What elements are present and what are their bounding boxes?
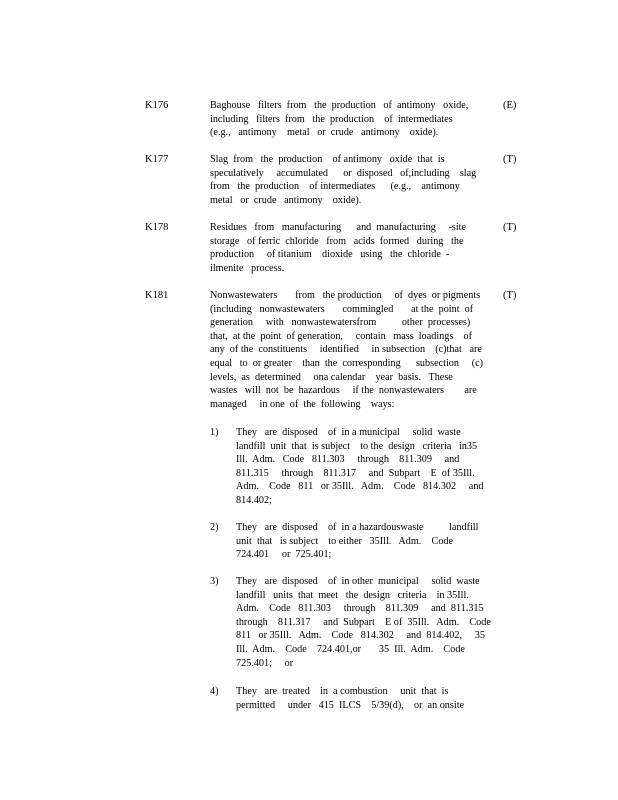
list-item-line: They are disposed of in a hazardouswaste landfill xyxy=(236,522,479,533)
description-line: storage of ferric chloride from acids formed during the xyxy=(210,235,464,247)
hazard-code: (E) xyxy=(503,100,517,111)
description-line: speculatively accumulated or disposed of,including slag xyxy=(210,167,477,179)
hazard-code: (T) xyxy=(503,154,517,165)
list-item-line: 724.401 or 725.401; xyxy=(236,549,332,561)
description-line: that, at the point of generation, contain mass loadings of xyxy=(210,330,472,342)
description-line: including filters from the production of intermediates xyxy=(210,113,453,125)
description-line: Residues from manufacturing and manufacturing -site xyxy=(210,222,467,233)
list-item-number: 3) xyxy=(210,576,219,587)
waste-code: K177 xyxy=(145,154,169,165)
description-line: Baghouse filters from the production of antimony oxide, xyxy=(210,100,469,111)
list-item-line: They are disposed of in other municipal solid waste xyxy=(236,576,480,587)
list-item-line: 814.402; xyxy=(236,494,272,506)
description-line: generation with nonwastewatersfrom other processes) xyxy=(210,317,471,329)
waste-code: K176 xyxy=(145,100,169,111)
description-line: levels, as determined ona calendar year basis. These xyxy=(210,371,453,383)
list-item-line: 811 or 35Ill. Adm. Code 814.302 and 814.402, 35 xyxy=(236,630,485,642)
list-item-line: through 811.317 and Subpart E of 35Ill. Adm. Code xyxy=(236,616,491,628)
list-item-text xyxy=(236,426,500,508)
description-line: wastes will not be hazardous if the nonwastewaters are xyxy=(210,385,477,397)
description-line: any of the constituents identified in subsection (c)that are xyxy=(210,344,482,356)
list-item-line: permitted under 415 ILCS 5/39(d), or an onsite xyxy=(236,699,465,711)
list-item-text xyxy=(236,575,500,670)
list-item-line: 725.401; or xyxy=(236,657,294,669)
hazard-code: (T) xyxy=(503,222,517,233)
list-item-number: 4) xyxy=(210,686,219,697)
list-item-number: 2) xyxy=(210,522,219,533)
description-line: production of titanium dioxide using the chloride - xyxy=(210,249,450,261)
description-line: equal to or greater than the corresponding subsection (c) xyxy=(210,357,483,369)
description-line: (e.g., antimony metal or crude antimony oxide). xyxy=(210,127,439,139)
list-item-line: landfill unit that is subject to the design criteria in35 xyxy=(236,440,478,452)
description-line: Nonwastewaters from the production of dyes or pigments xyxy=(210,290,481,301)
description-line: from the production of intermediates (e.g., antimony xyxy=(210,181,460,193)
list-item-line: Ill. Adm. Code 724.401,or 35 Ill. Adm. Code xyxy=(236,643,465,655)
waste-description xyxy=(210,153,500,207)
list-item-line: landfill units that meet the design criteria in 35Ill. xyxy=(236,589,469,601)
description-line: ilmenite process. xyxy=(210,262,285,274)
list-item-line: They are treated in a combustion unit that is xyxy=(236,686,449,697)
hazard-code: (T) xyxy=(503,290,517,301)
waste-description xyxy=(210,99,500,140)
description-line: (including nonwastewaters commingled at the point of xyxy=(210,303,474,315)
waste-description xyxy=(210,289,500,411)
waste-code: K181 xyxy=(145,290,169,301)
list-item-line: They are disposed of in a municipal solid waste xyxy=(236,427,461,438)
list-item-text xyxy=(236,521,500,562)
waste-description xyxy=(210,221,500,275)
description-line: metal or crude antimony oxide). xyxy=(210,194,362,206)
list-item-line: 811.315 through 811.317 and Subpart E of 35Ill. xyxy=(236,467,475,479)
description-line: managed in one of the following ways: xyxy=(210,398,395,410)
list-item-number: 1) xyxy=(210,427,219,438)
list-item-line: Adm. Code 811 or 35Ill. Adm. Code 814.302 and xyxy=(236,481,484,493)
list-item-line: unit that is subject to either 35Ill. Adm. Code xyxy=(236,535,454,547)
list-item-line: Adm. Code 811.303 through 811.309 and 811.315 xyxy=(236,603,484,615)
list-item-text xyxy=(236,685,500,712)
waste-code: K178 xyxy=(145,222,169,233)
list-item-line: Ill. Adm. Code 811.303 through 811.309 and xyxy=(236,454,460,466)
description-line: Slag from the production of antimony oxide that is xyxy=(210,154,445,165)
